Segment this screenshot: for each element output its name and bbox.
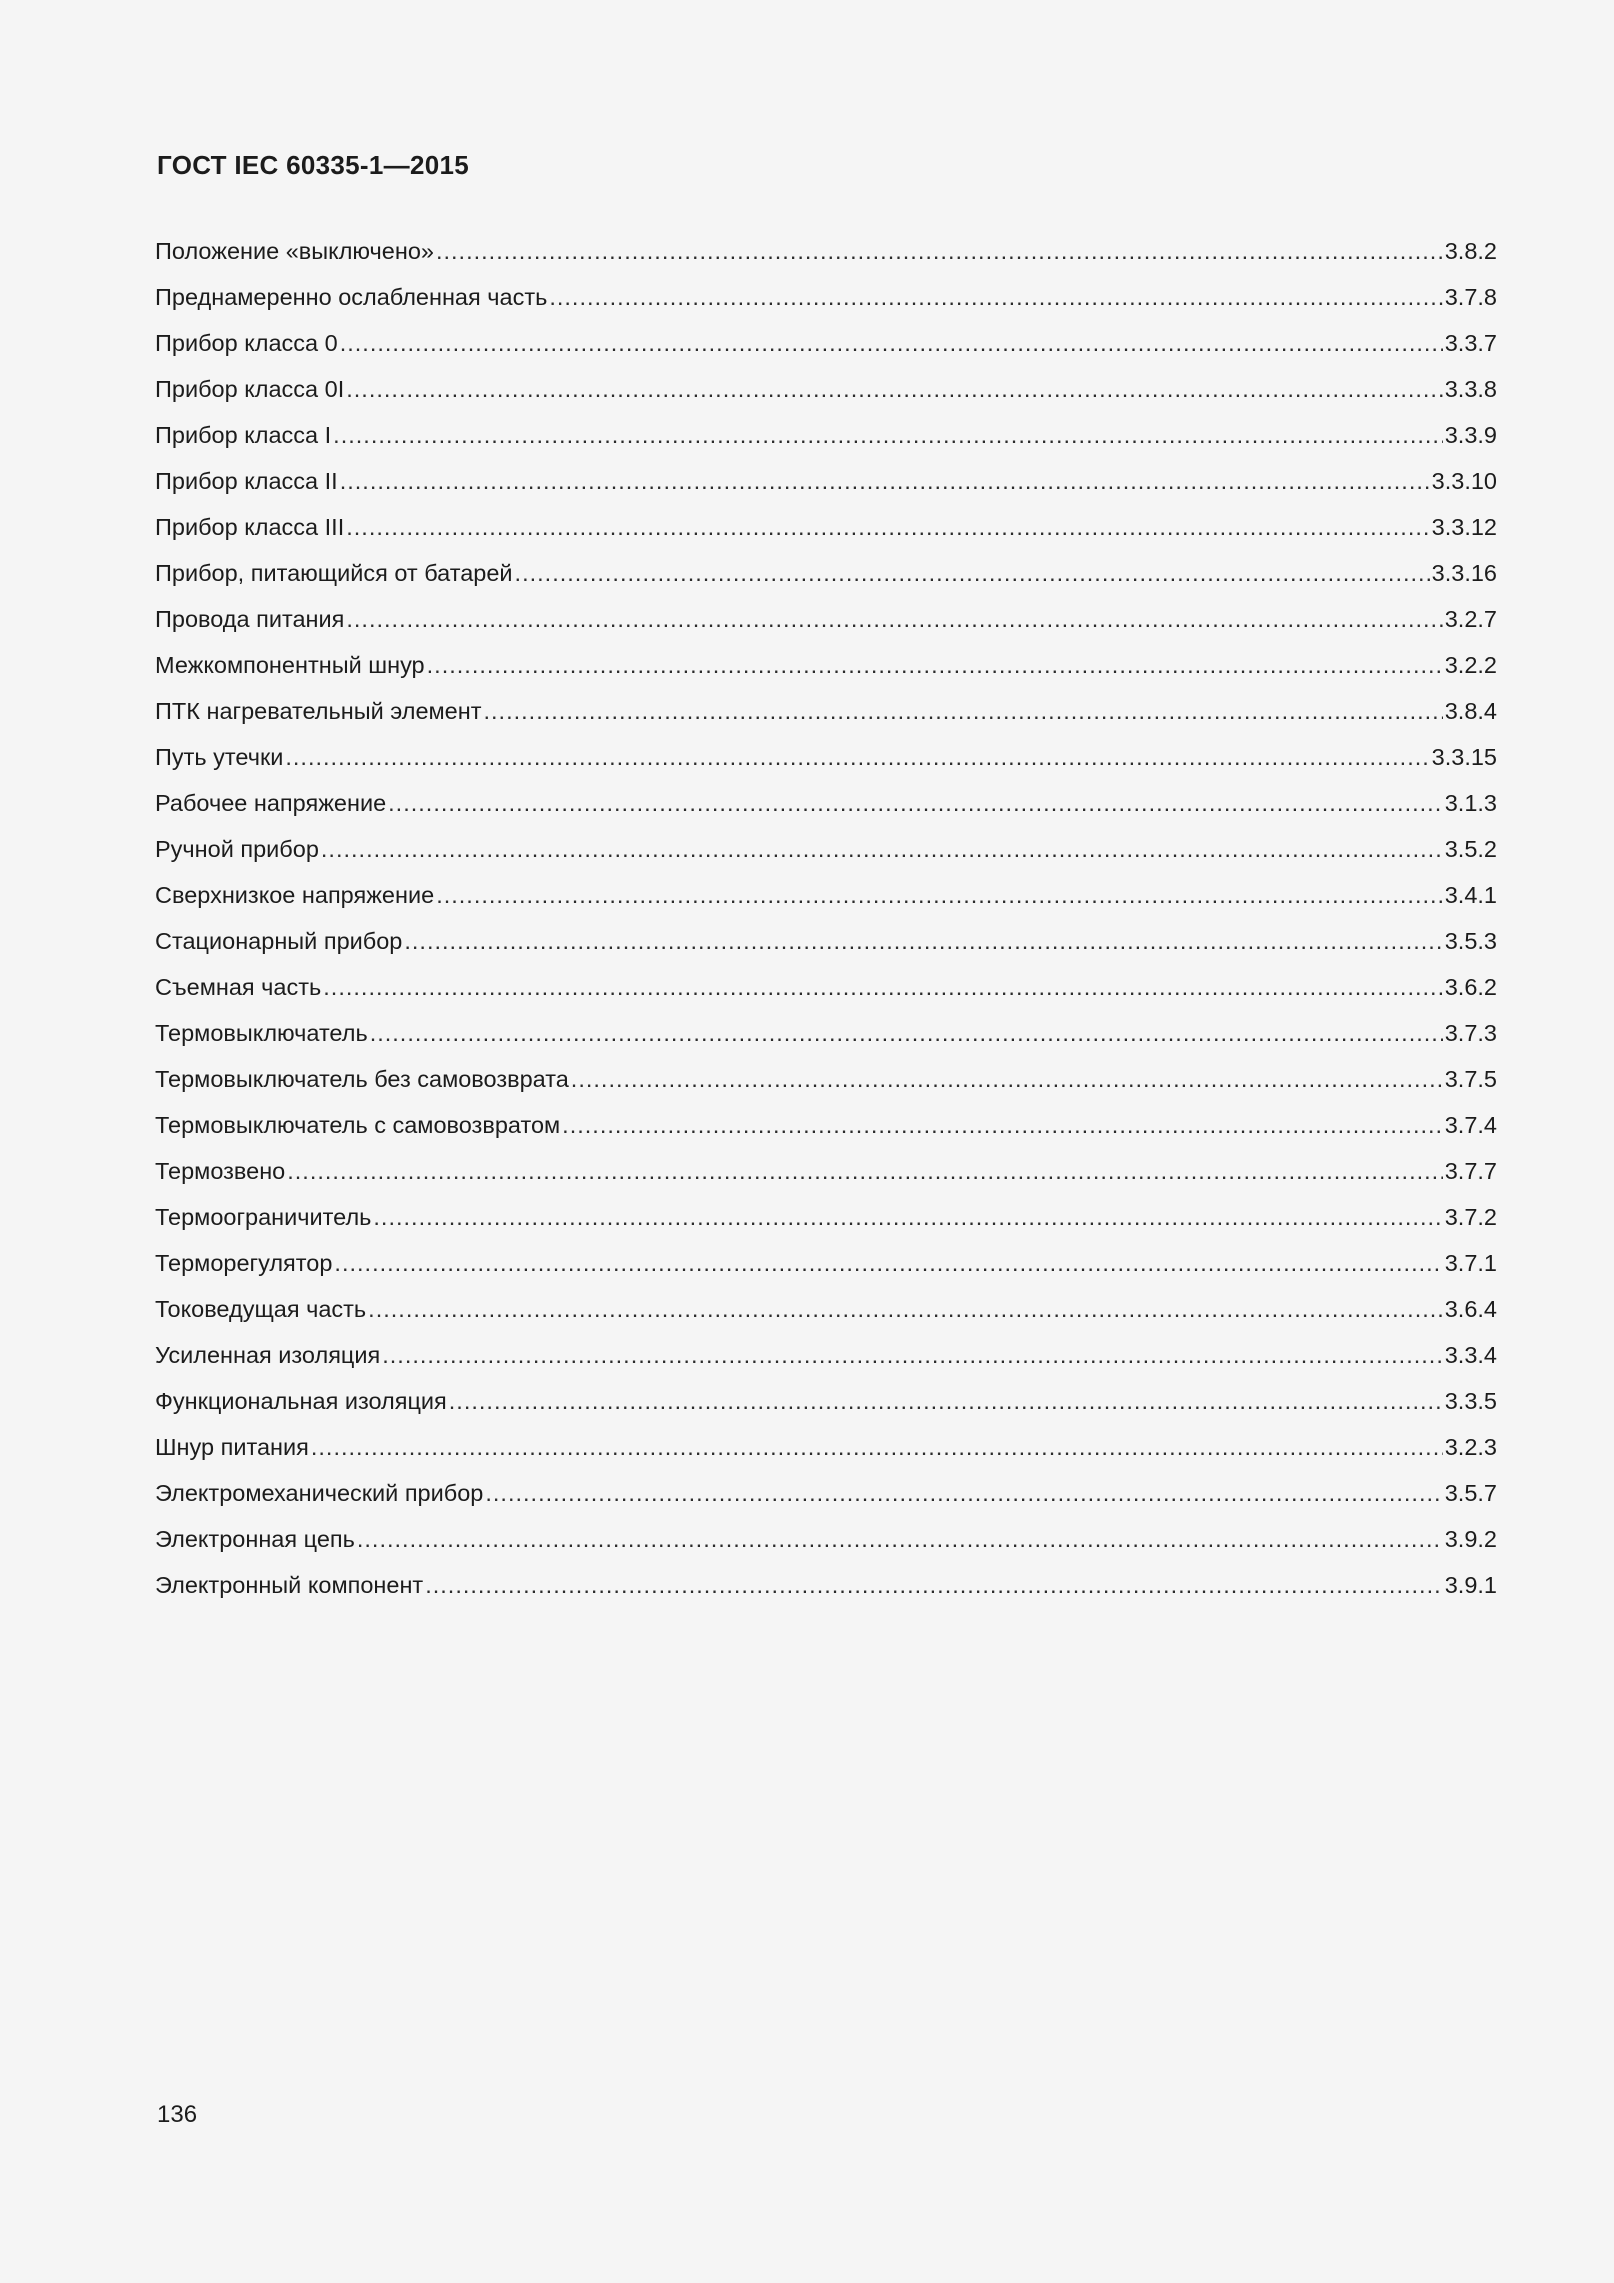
document-title: ГОСТ IEC 60335-1—2015 [157, 150, 469, 180]
index-reference: 3.6.2 [1444, 974, 1497, 1000]
index-term: Ручной прибор [155, 836, 319, 862]
index-reference: 3.7.1 [1444, 1250, 1497, 1276]
dot-leader [425, 1562, 1443, 1608]
index-entry [155, 596, 1497, 642]
dot-leader [357, 1516, 1443, 1562]
index-reference: 3.7.5 [1444, 1066, 1497, 1092]
index-entry [155, 826, 1497, 872]
index-term: Терморегулятор [155, 1250, 333, 1276]
index-entry [155, 366, 1497, 412]
index-reference: 3.3.7 [1444, 330, 1497, 356]
dot-leader [373, 1194, 1442, 1240]
dot-leader [323, 964, 1442, 1010]
index-entry [155, 780, 1497, 826]
index-term: Прибор, питающийся от батарей [155, 560, 513, 586]
index-entry [155, 734, 1497, 780]
index-term: Съемная часть [155, 974, 322, 1000]
index-entry [155, 1562, 1497, 1608]
index-reference: 3.5.3 [1444, 928, 1497, 954]
index-reference: 3.2.7 [1444, 606, 1497, 632]
dot-leader [436, 228, 1443, 274]
dot-leader [368, 1286, 1443, 1332]
index-entry [155, 964, 1497, 1010]
index-entry [155, 1286, 1497, 1332]
dot-leader [515, 550, 1430, 596]
index-reference: 3.1.3 [1444, 790, 1497, 816]
index-entry [155, 1470, 1497, 1516]
index-entry [155, 228, 1497, 274]
index-reference: 3.3.8 [1444, 376, 1497, 402]
index-term: Рабочее напряжение [155, 790, 387, 816]
index-reference: 3.9.2 [1444, 1526, 1497, 1552]
index-entry [155, 458, 1497, 504]
dot-leader [449, 1378, 1443, 1424]
index-term: Прибор класса III [155, 514, 345, 540]
dot-leader [427, 642, 1443, 688]
dot-leader [388, 780, 1443, 826]
index-entry [155, 504, 1497, 550]
index-reference: 3.3.10 [1431, 468, 1497, 494]
index-reference: 3.9.1 [1444, 1572, 1497, 1598]
index-term: Путь утечки [155, 744, 284, 770]
index-term: Сверхнизкое напряжение [155, 882, 435, 908]
index-entry [155, 872, 1497, 918]
index-term: Термовыключатель с самовозвратом [155, 1112, 561, 1138]
index-term: Межкомпонентный шнур [155, 652, 425, 678]
index-reference: 3.2.2 [1444, 652, 1497, 678]
dot-leader [346, 366, 1442, 412]
dot-leader [311, 1424, 1443, 1470]
index-term: Шнур питания [155, 1434, 309, 1460]
index-entry [155, 1424, 1497, 1470]
index-reference: 3.7.4 [1444, 1112, 1497, 1138]
index-term: Преднамеренно ослабленная часть [155, 284, 548, 310]
dot-leader [346, 596, 1442, 642]
dot-leader [485, 1470, 1442, 1516]
index-term: Электромеханический прибор [155, 1480, 484, 1506]
index-reference: 3.3.4 [1444, 1342, 1497, 1368]
index-term: Положение «выключено» [155, 238, 434, 264]
index-entry [155, 1102, 1497, 1148]
index-reference: 3.4.1 [1444, 882, 1497, 908]
dot-leader [382, 1332, 1442, 1378]
index-entry [155, 274, 1497, 320]
index-term: Функциональная изоляция [155, 1388, 447, 1414]
index-reference: 3.8.2 [1444, 238, 1497, 264]
index-reference: 3.7.3 [1444, 1020, 1497, 1046]
index-reference: 3.3.5 [1444, 1388, 1497, 1414]
index-term: Термозвено [155, 1158, 286, 1184]
index-entry [155, 1056, 1497, 1102]
index-term: Электронный компонент [155, 1572, 424, 1598]
dot-leader [333, 412, 1443, 458]
dot-leader [436, 872, 1443, 918]
index-reference: 3.7.2 [1444, 1204, 1497, 1230]
index-entry [155, 1516, 1497, 1562]
index-reference: 3.7.8 [1444, 284, 1497, 310]
index-term: Провода питания [155, 606, 345, 632]
index-entry [155, 642, 1497, 688]
dot-leader [287, 1148, 1442, 1194]
dot-leader [340, 320, 1443, 366]
index-entry [155, 412, 1497, 458]
index-entry [155, 688, 1497, 734]
index-reference: 3.7.7 [1444, 1158, 1497, 1184]
subject-index [155, 228, 1497, 1608]
dot-leader [285, 734, 1429, 780]
index-reference: 3.5.2 [1444, 836, 1497, 862]
index-reference: 3.2.3 [1444, 1434, 1497, 1460]
index-term: Прибор класса I [155, 422, 332, 448]
page-number: 136 [157, 2101, 198, 2128]
index-term: Термоограничитель [155, 1204, 372, 1230]
dot-leader [340, 458, 1430, 504]
dot-leader [321, 826, 1443, 872]
dot-leader [370, 1010, 1443, 1056]
dot-leader [346, 504, 1429, 550]
index-entry [155, 1148, 1497, 1194]
index-reference: 3.8.4 [1444, 698, 1497, 724]
index-entry [155, 1240, 1497, 1286]
index-entry [155, 1010, 1497, 1056]
index-term: Стационарный прибор [155, 928, 403, 954]
index-term: ПТК нагревательный элемент [155, 698, 482, 724]
index-term: Токоведущая часть [155, 1296, 367, 1322]
index-term: Прибор класса 0I [155, 376, 345, 402]
index-entry [155, 1194, 1497, 1240]
index-reference: 3.6.4 [1444, 1296, 1497, 1322]
index-entry [155, 1332, 1497, 1378]
index-entry [155, 320, 1497, 366]
dot-leader [484, 688, 1443, 734]
index-reference: 3.5.7 [1444, 1480, 1497, 1506]
dot-leader [562, 1102, 1443, 1148]
index-reference: 3.3.16 [1431, 560, 1497, 586]
dot-leader [549, 274, 1442, 320]
index-entry [155, 918, 1497, 964]
index-term: Электронная цепь [155, 1526, 355, 1552]
index-reference: 3.3.9 [1444, 422, 1497, 448]
index-term: Термовыключатель [155, 1020, 368, 1046]
index-term: Термовыключатель без самовозврата [155, 1066, 569, 1092]
index-term: Прибор класса 0 [155, 330, 338, 356]
index-reference: 3.3.15 [1431, 744, 1497, 770]
index-reference: 3.3.12 [1431, 514, 1497, 540]
index-entry [155, 550, 1497, 596]
index-term: Прибор класса II [155, 468, 338, 494]
index-term: Усиленная изоляция [155, 1342, 381, 1368]
dot-leader [404, 918, 1442, 964]
index-entry [155, 1378, 1497, 1424]
dot-leader [334, 1240, 1442, 1286]
dot-leader [571, 1056, 1443, 1102]
